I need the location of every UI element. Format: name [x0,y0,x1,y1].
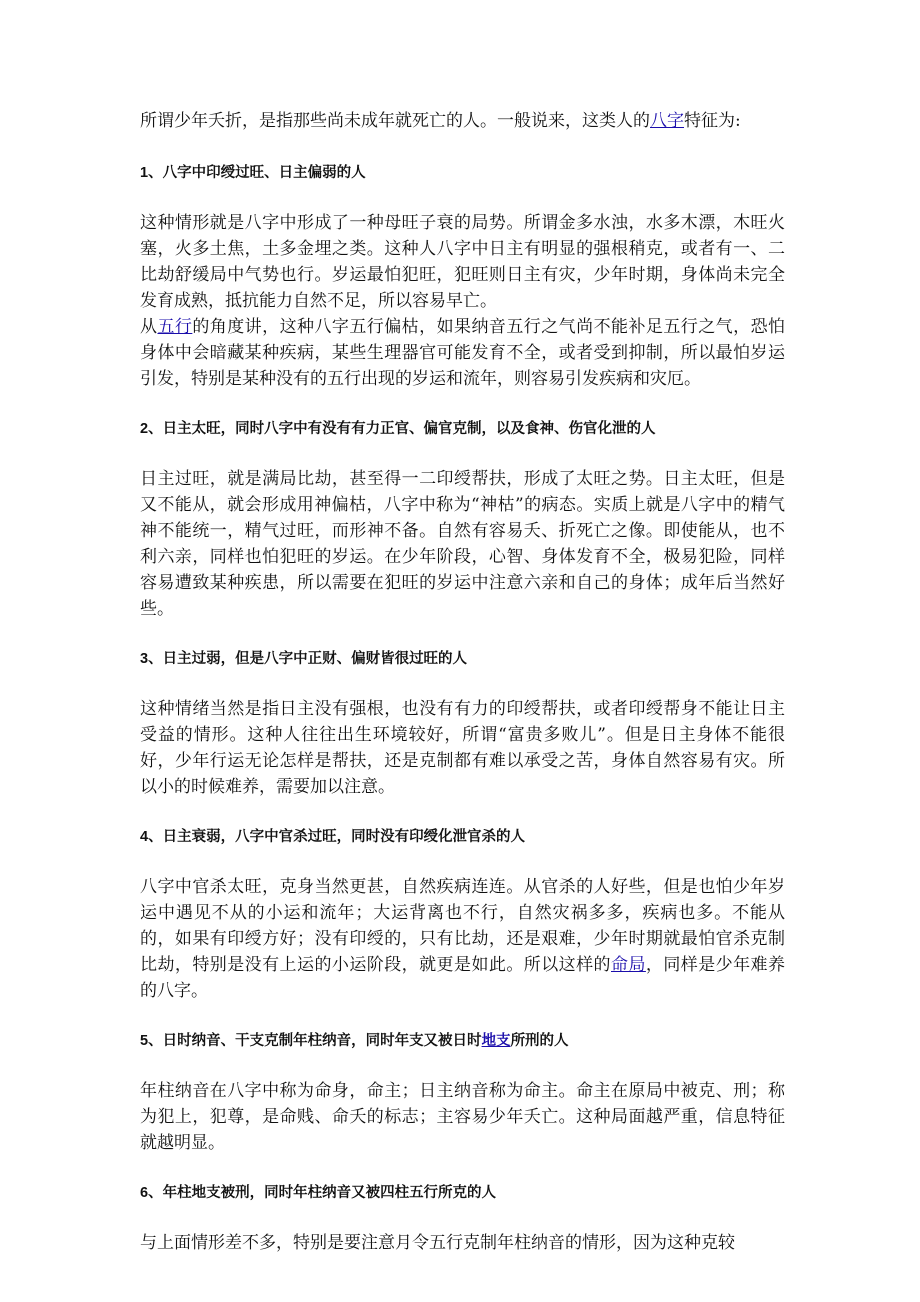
section-4 [140,826,785,1004]
section-paragraph: 与上面情形差不多，特别是要注意月令五行克制年柱纳音的情形，因为这种克较 [140,1233,735,1253]
section-heading [140,1030,785,1052]
section-heading: 6、年柱地支被刑，同时年柱纳音又被四柱五行所克的人 [140,1185,497,1201]
section-3 [140,648,785,800]
section-paragraph [140,314,785,392]
link-bazi[interactable]: 八字 [650,111,684,131]
document-body [140,108,785,1282]
intro-text: 所谓少年夭折，是指那些尚未成年就死亡的人。一般说来，这类人的 [140,111,650,131]
section-paragraph: 日主过旺，就是满局比劫，甚至得一二印绶帮扶，形成了太旺之势。日主太旺，但是又不能从，就会形成用神偏枯，八字中称为“神枯”的病态。实质上就是八字中的精气神不能统一，精气过旺，而形神不备。自然有容易夭、折死亡之像。即使能从，也不利六亲，同样也怕犯旺的岁运。在少年阶段，心智、身体发育不全，极易犯险，同样容易遭致某种疾患，所以需要在犯旺的岁运中注意六亲和自己的身体；成年后当然好些。 [140,469,785,619]
section-heading: 4、日主衰弱，八字中官杀过旺，同时没有印绶化泄官杀的人 [140,829,526,845]
paragraph-text: 的角度讲，这种八字五行偏枯，如果纳音五行之气尚不能补足五行之气，恐怕身体中会暗藏某种疾病，某些生理器官可能发育不全，或者受到抑制，所以最怕岁运引发，特别是某种没有的五行出现的岁运和流年，则容易引发疾病和灾厄。 [140,317,786,389]
intro-paragraph [140,108,785,134]
section-6 [140,1182,785,1256]
section-heading: 2、日主太旺，同时八字中有没有有力正官、偏官克制，以及食神、伤官化泄的人 [140,421,656,437]
intro-text-end: 特征为: [684,111,741,131]
section-paragraph: 这种情绪当然是指日主没有强根，也没有有力的印绶帮扶，或者印绶帮身不能让日主受益的情形。这种人往往出生环境较好，所谓“富贵多败儿”。但是日主身体不能很好，少年行运无论怎样是帮扶，还是克制都有难以承受之苦，身体自然容易有灾。所以小的时候难养，需要加以注意。 [140,699,785,797]
section-paragraph: 年柱纳音在八字中称为命身，命主；日主纳音称为命主。命主在原局中被克、刑；称为犯上，犯尊，是命贱、命夭的标志；主容易少年夭亡。这种局面越严重，信息特征就越明显。 [140,1081,785,1153]
section-1 [140,162,785,392]
paragraph-text: 从 [140,317,158,337]
link-wuxing[interactable]: 五行 [157,317,193,337]
section-2 [140,418,785,622]
heading-text: 5、日时纳音、干支克制年柱纳音，同时年支又被日时 [140,1033,482,1049]
link-mingju[interactable]: 命局 [611,955,646,975]
heading-text: 所刑的人 [510,1033,569,1049]
section-paragraph [140,874,785,1004]
section-heading: 3、日主过弱，但是八字中正财、偏财皆很过旺的人 [140,651,468,667]
section-5 [140,1030,785,1156]
link-dizhi[interactable]: 地支 [481,1033,511,1049]
section-heading: 1、八字中印绶过旺、日主偏弱的人 [140,165,366,181]
section-paragraph: 这种情形就是八字中形成了一种母旺子衰的局势。所谓金多水浊，水多木漂，木旺火塞，火多土焦，土多金埋之类。这种人八字中日主有明显的强根稍克，或者有一、二比劫舒缓局中气势也行。岁运最怕犯旺，犯旺则日主有灾，少年时期，身体尚未完全发育成熟，抵抗能力自然不足，所以容易早亡。 [140,213,785,311]
paragraph-text: 八字中官杀太旺，克身当然更甚，自然疾病连连。从官杀的人好些，但是也怕少年岁运中遇见不从的小运和流年；大运背离也不行，自然灾祸多多，疾病也多。不能从的，如果有印绶方好；没有印绶的，只有比劫，还是艰难，少年时期就最怕官杀克制比劫，特别是没有上运的小运阶段，就更是如此。所以这样的 [140,877,785,975]
paragraph-text: ，同样是少年难养的八字。 [140,955,786,1001]
